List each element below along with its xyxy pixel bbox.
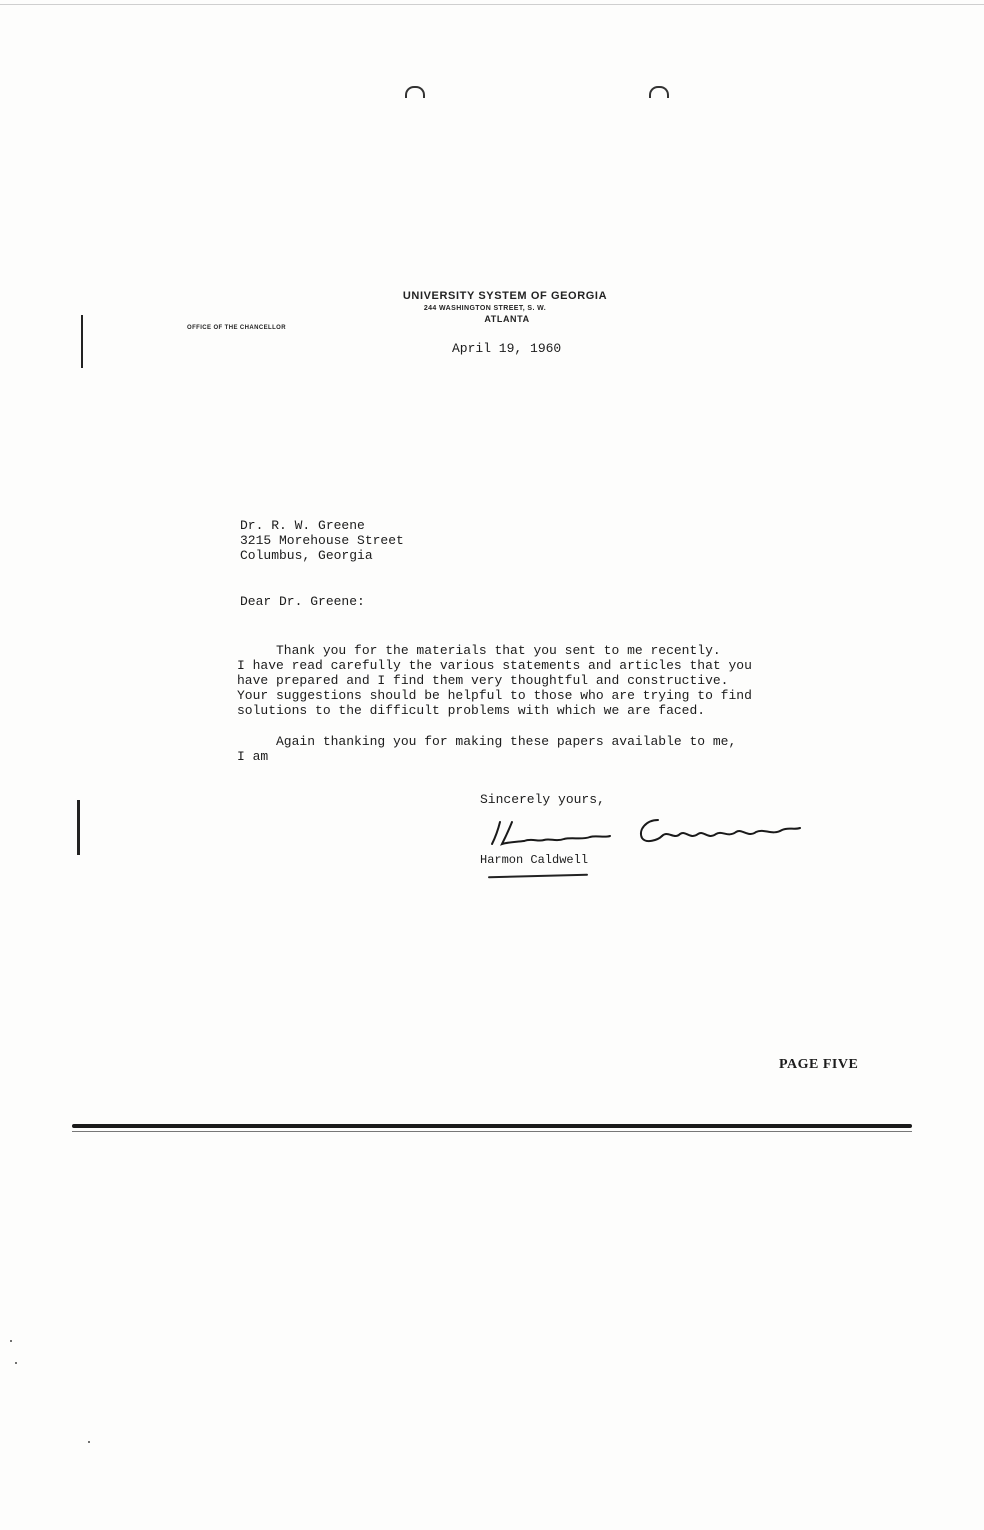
recipient-name: Dr. R. W. Greene	[240, 518, 365, 533]
signer-typed-name: Harmon Caldwell	[480, 853, 589, 867]
closing: Sincerely yours,	[480, 792, 605, 807]
letterhead-office: OFFICE OF THE CHANCELLOR	[187, 325, 286, 331]
punch-mark-right	[649, 86, 669, 98]
body-line: Again thanking you for making these papers available to me,	[237, 734, 737, 749]
recipient-street: 3215 Morehouse Street	[240, 533, 404, 548]
body-line: solutions to the difficult problems with which we are faced.	[237, 703, 706, 718]
punch-mark-left	[405, 86, 425, 98]
page-top-edge	[0, 4, 984, 5]
recipient-city: Columbus, Georgia	[240, 548, 373, 563]
scan-speck	[10, 1340, 12, 1342]
scan-speck	[15, 1362, 17, 1364]
body-line: I have read carefully the various statements and articles that you	[237, 658, 752, 673]
handwritten-signature	[486, 812, 806, 852]
body-line: I am	[237, 749, 269, 764]
salutation: Dear Dr. Greene:	[240, 594, 365, 609]
margin-mark-lower	[77, 800, 80, 855]
body-line: Your suggestions should be helpful to those who are trying to find	[237, 688, 752, 703]
letterhead-street: 244 WASHINGTON STREET, S. W.	[423, 305, 547, 312]
margin-mark-upper	[81, 315, 83, 368]
signature-underline	[488, 874, 588, 879]
scan-speck	[88, 1441, 90, 1443]
bottom-rule	[72, 1124, 912, 1128]
letterhead-city: ATLANTA	[484, 314, 530, 324]
body-line: Thank you for the materials that you sent to me recently.	[237, 643, 721, 658]
letter-date: April 19, 1960	[452, 341, 562, 356]
bottom-rule-shadow	[72, 1131, 912, 1132]
page-label: PAGE FIVE	[779, 1057, 859, 1072]
letterhead-organization: UNIVERSITY SYSTEM OF GEORGIA	[402, 290, 608, 302]
body-line: have prepared and I find them very thoughtful and constructive.	[237, 673, 729, 688]
